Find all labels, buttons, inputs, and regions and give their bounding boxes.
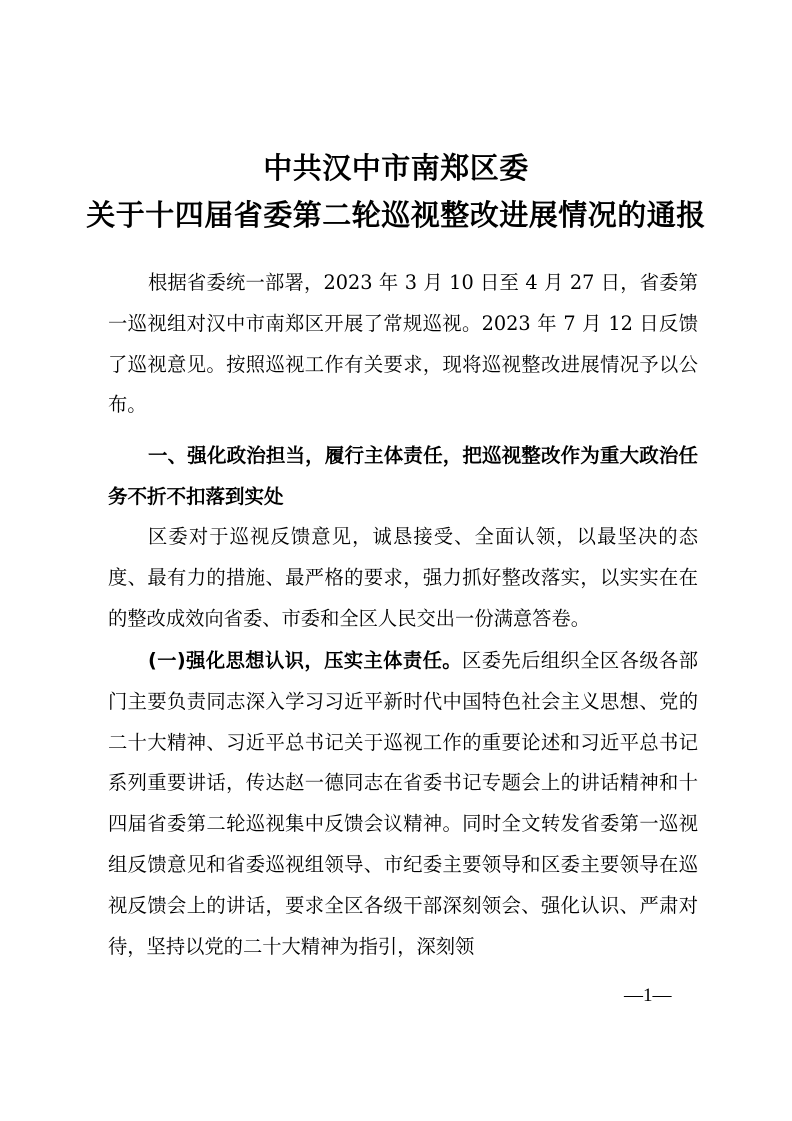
document-title-line1: 中共汉中市南郑区委	[263, 151, 529, 185]
subsection1-lead: (一)强化思想认识，压实主体责任。	[148, 649, 462, 672]
section1-paragraph: 区委对于巡视反馈意见，诚恳接受、全面认领，以最坚决的态度、最有力的措施、最严格的要求，强力抓好整改落实，以实实在在的整改成效向省委、市委和全区人民交出一份满意答卷。	[108, 525, 698, 630]
subsection1-body: 区委先后组织全区各级各部门主要负责同志深入学习习近平新时代中国特色社会主义思想、党的二十大精神、习近平总书记关于巡视工作的重要论述和习近平总书记系列重要讲话，传达赵一德同志在省委书记专题会上的讲话精神和十四届省委第二轮巡视集中反馈会议精神。同时全文转发省委第一巡视组反馈意见和省委巡视组领导、市纪委主要领导和区委主要领导在巡视反馈会上的讲话，要求全区各级干部深刻领会、强化认识、严肃对待，坚持以党的二十大精神为指引，深刻领	[108, 649, 699, 958]
page-number: —1—	[624, 985, 672, 1006]
document-title-line2: 关于十四届省委第二轮巡视整改进展情况的通报	[86, 198, 706, 232]
intro-paragraph: 根据省委统一部署，2023 年 3 月 10 日至 4 月 27 日，省委第一巡视组对汉中市南郑区开展了常规巡视。2023 年 7 月 12 日反馈了巡视意见。按照巡视工作有关要求，现将巡视整改进展情况予以公布。	[108, 271, 698, 417]
section1-heading: 一、强化政治担当，履行主体责任，把巡视整改作为重大政治任务不折不扣落到实处	[108, 444, 698, 508]
subsection1-paragraph	[108, 641, 698, 967]
